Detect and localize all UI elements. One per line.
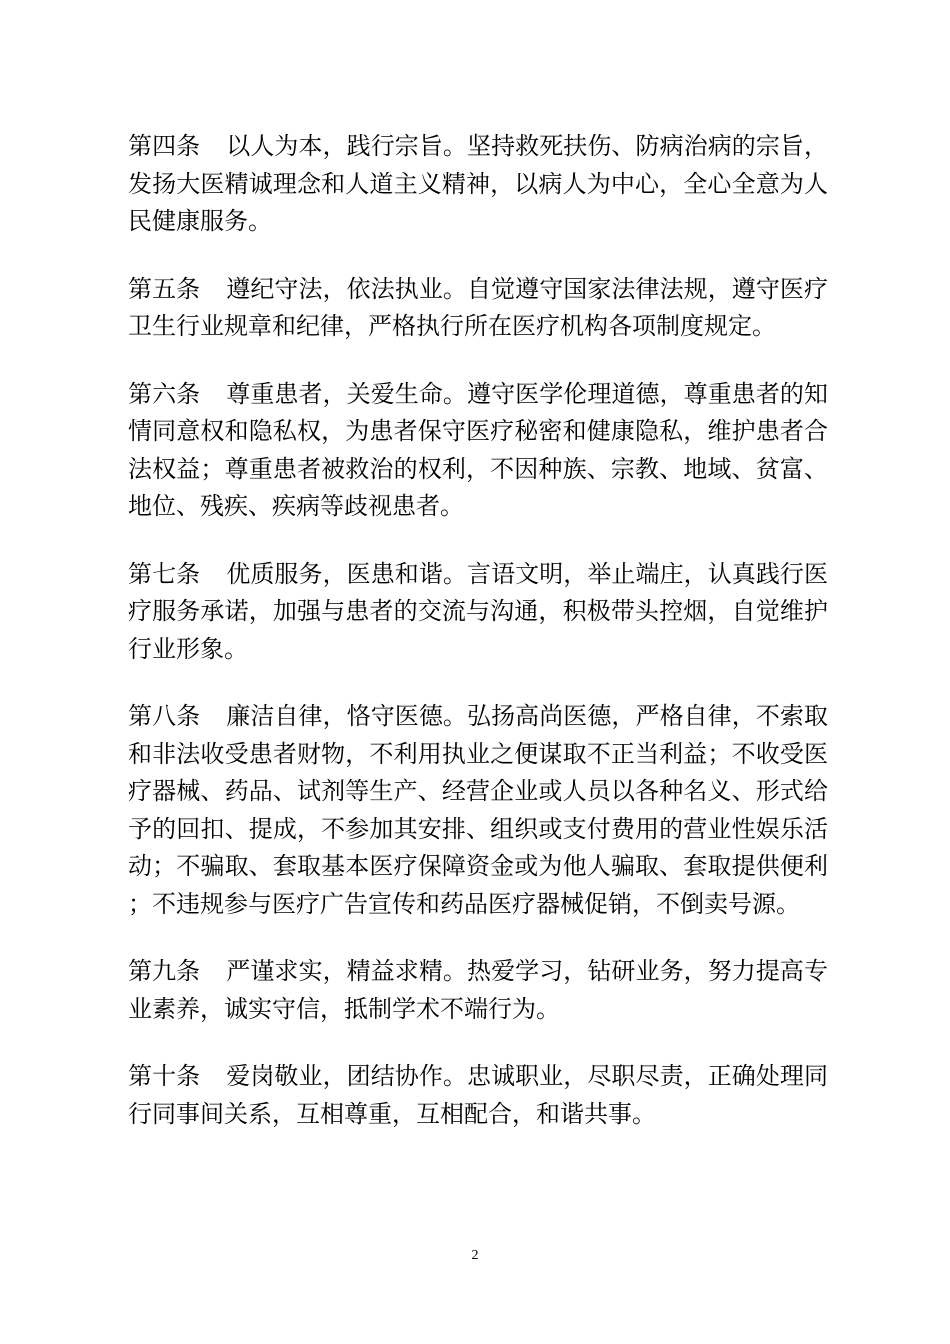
article-text: 严谨求实，精益求精。热爱学习，钻研业务，努力提高专业素养，诚实守信，抵制学术不端行为。	[128, 957, 829, 1023]
article-number: 第五条	[128, 274, 201, 303]
article-7	[128, 556, 828, 669]
article-number: 第八条	[128, 702, 201, 730]
page-number: 2	[471, 1248, 479, 1263]
article-number: 第六条	[128, 379, 201, 408]
article-text: 廉洁自律，恪守医德。弘扬高尚医德，严格自律，不索取和非法收受患者财物，不利用执业之便谋取不正当利益；不收受医疗器械、药品、试剂等生产、经营企业或人员以各种名义、形式给予的回扣、提成，不参加其安排、组织或支付费用的营业性娱乐活动；不骗取、套取基本医疗保障资金或为他人骗取、套取提供便利；不违规参与医疗广告宣传和药品医疗器械促销，不倒卖号源。	[128, 702, 829, 918]
article-number: 第九条	[128, 957, 201, 985]
article-text: 遵纪守法，依法执业。自觉遵守国家法律法规，遵守医疗卫生行业规章和纪律，严格执行所在医疗机构各项制度规定。	[128, 274, 829, 340]
article-5	[128, 271, 828, 346]
article-text: 以人为本，践行宗旨。坚持救死扶伤、防病治病的宗旨，发扬大医精诚理念和人道主义精神，以病人为中心，全心全意为人民健康服务。	[128, 132, 829, 235]
article-8	[128, 698, 828, 923]
article-6	[128, 376, 828, 526]
article-text: 尊重患者，关爱生命。遵守医学伦理道德，尊重患者的知情同意权和隐私权，为患者保守医疗秘密和健康隐私，维护患者合法权益；尊重患者被救治的权利，不因种族、宗教、地域、贫富、地位、残疾、疾病等歧视患者。	[128, 379, 829, 520]
article-number: 第四条	[128, 132, 201, 160]
article-10	[128, 1058, 828, 1133]
article-9	[128, 953, 828, 1028]
article-text: 优质服务，医患和谐。言语文明，举止端庄，认真践行医疗服务承诺，加强与患者的交流与沟通，积极带头控烟，自觉维护行业形象。	[128, 559, 829, 663]
article-number: 第十条	[128, 1062, 201, 1090]
document-body	[128, 128, 828, 1163]
article-text: 爱岗敬业，团结协作。忠诚职业，尽职尽责，正确处理同行同事间关系，互相尊重，互相配合，和谐共事。	[128, 1062, 829, 1128]
article-4	[128, 128, 828, 241]
article-number: 第七条	[128, 559, 201, 588]
